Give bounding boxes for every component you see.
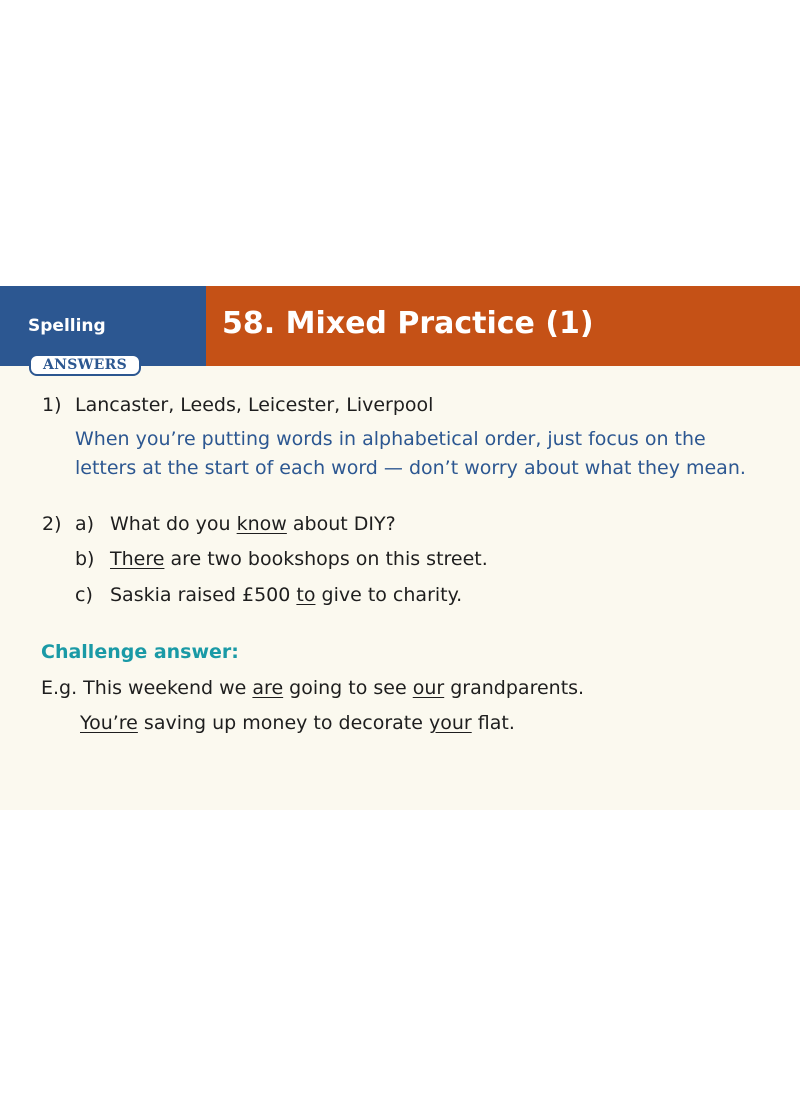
- question-2c-answer: [110, 582, 462, 608]
- answers-badge: ANSWERS: [29, 354, 141, 376]
- answer-text: Saskia raised £500: [110, 584, 297, 606]
- question-1-note-line-2: letters at the start of each word — don’t worry about what they mean.: [75, 457, 746, 479]
- question-1-note-line-1: When you’re putting words in alphabetical order, just focus on the: [75, 428, 706, 450]
- answer-text: give to charity.: [315, 584, 463, 606]
- underlined-word: are: [252, 677, 284, 699]
- answer-text: saving up money to decorate: [137, 712, 429, 734]
- page-title: 58. Mixed Practice (1): [222, 306, 594, 341]
- answer-text: What do you: [110, 513, 237, 535]
- answer-text: grandparents.: [444, 677, 585, 699]
- answer-text: about DIY?: [286, 513, 396, 535]
- underlined-word: know: [236, 513, 287, 535]
- challenge-line-2: [80, 710, 515, 736]
- answer-text: going to see: [283, 677, 413, 699]
- underlined-word: to: [296, 584, 316, 606]
- section-label: Spelling: [28, 316, 106, 336]
- question-2-number: 2): [42, 513, 62, 535]
- underlined-word: your: [428, 712, 472, 734]
- answer-card: [0, 286, 800, 810]
- question-2a-letter: a): [75, 513, 95, 535]
- question-2c-letter: c): [75, 584, 93, 606]
- question-2b-letter: b): [75, 548, 95, 570]
- challenge-line-1: [41, 675, 584, 701]
- answer-text: E.g. This weekend we: [41, 677, 253, 699]
- title-header: [206, 286, 800, 366]
- answer-text: flat.: [471, 712, 515, 734]
- underlined-word: You’re: [80, 712, 138, 734]
- question-1-answer: Lancaster, Leeds, Leicester, Liverpool: [75, 394, 434, 416]
- question-1-number: 1): [42, 394, 62, 416]
- challenge-heading: Challenge answer:: [41, 641, 239, 663]
- answer-text: are two bookshops on this street.: [164, 548, 488, 570]
- question-2a-answer: [110, 511, 396, 537]
- question-2b-answer: [110, 546, 488, 572]
- underlined-word: our: [412, 677, 445, 699]
- underlined-word: There: [110, 548, 165, 570]
